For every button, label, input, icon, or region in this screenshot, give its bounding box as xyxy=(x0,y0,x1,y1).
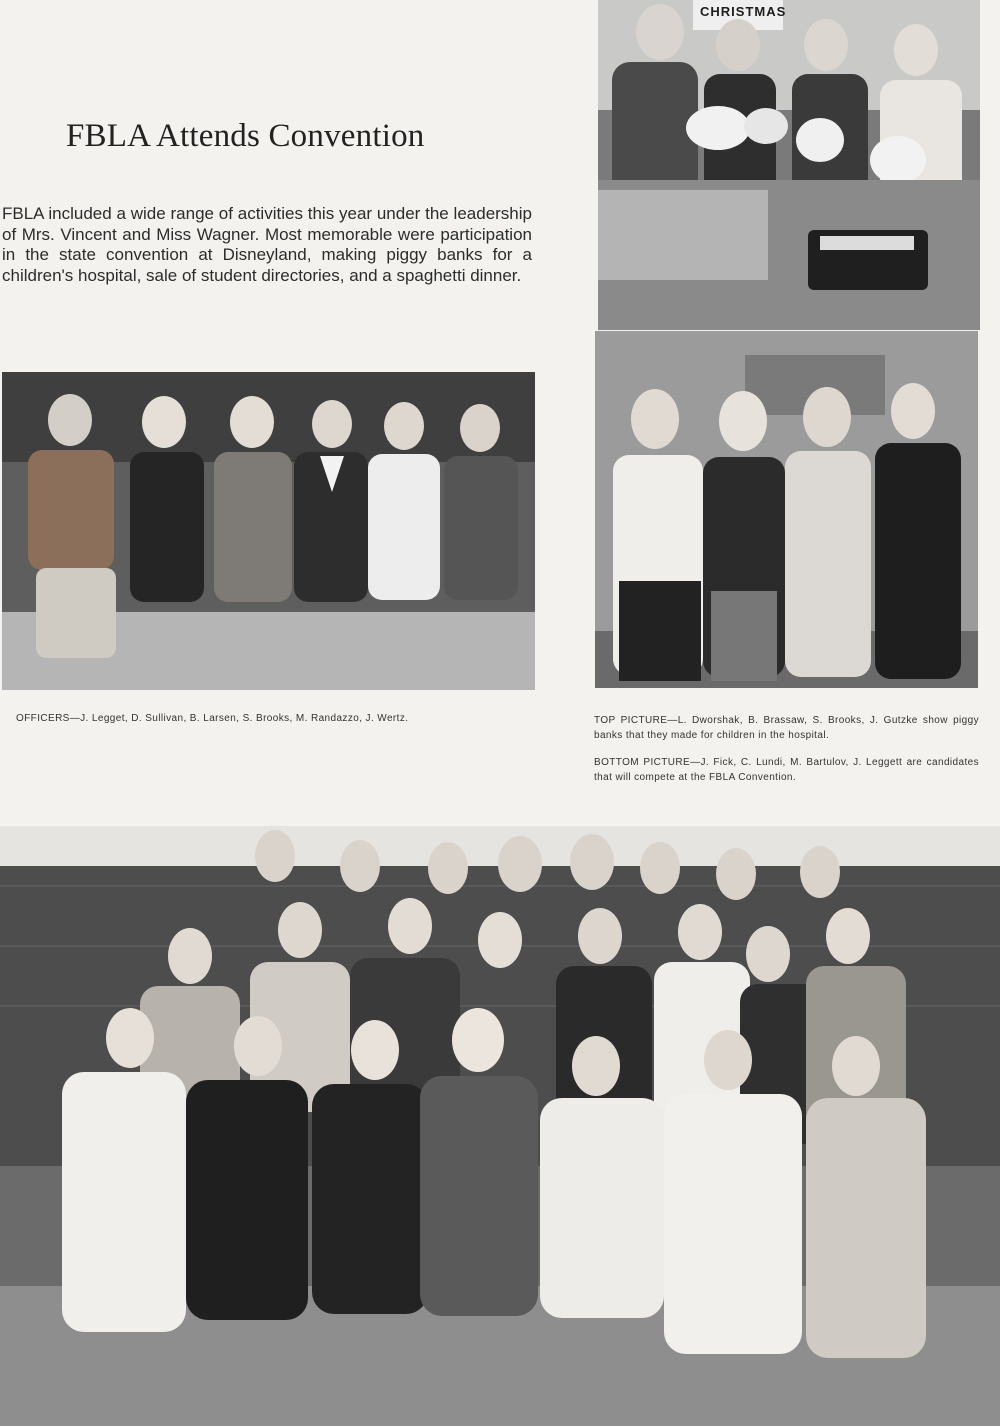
christmas-sign: CHRISTMAS xyxy=(700,4,787,19)
page-title: FBLA Attends Convention xyxy=(66,118,425,154)
piggy-bank-photo xyxy=(598,0,980,330)
group-photo xyxy=(0,826,1000,1426)
officers-caption: OFFICERS—J. Legget, D. Sullivan, B. Larsen, S. Brooks, M. Randazzo, J. Wertz. xyxy=(16,713,409,724)
officers-photo xyxy=(2,372,535,690)
bottom-picture-caption: BOTTOM PICTURE—J. Fick, C. Lundi, M. Bartulov, J. Leggett are candidates that will compete at the FBLA Convention. xyxy=(594,757,979,783)
candidates-photo xyxy=(595,331,978,688)
intro-paragraph: FBLA included a wide range of activities this year under the leadership of Mrs. Vincent and Miss Wagner. Most memorable were participation in the state convention at Disneyland, making piggy banks for a children's hospital, sale of student directories, and a spaghetti dinner. xyxy=(2,204,532,285)
top-picture-caption: TOP PICTURE—L. Dworshak, B. Brassaw, S. Brooks, J. Gutzke show piggy banks that they made for children in the hospital. xyxy=(594,715,979,741)
